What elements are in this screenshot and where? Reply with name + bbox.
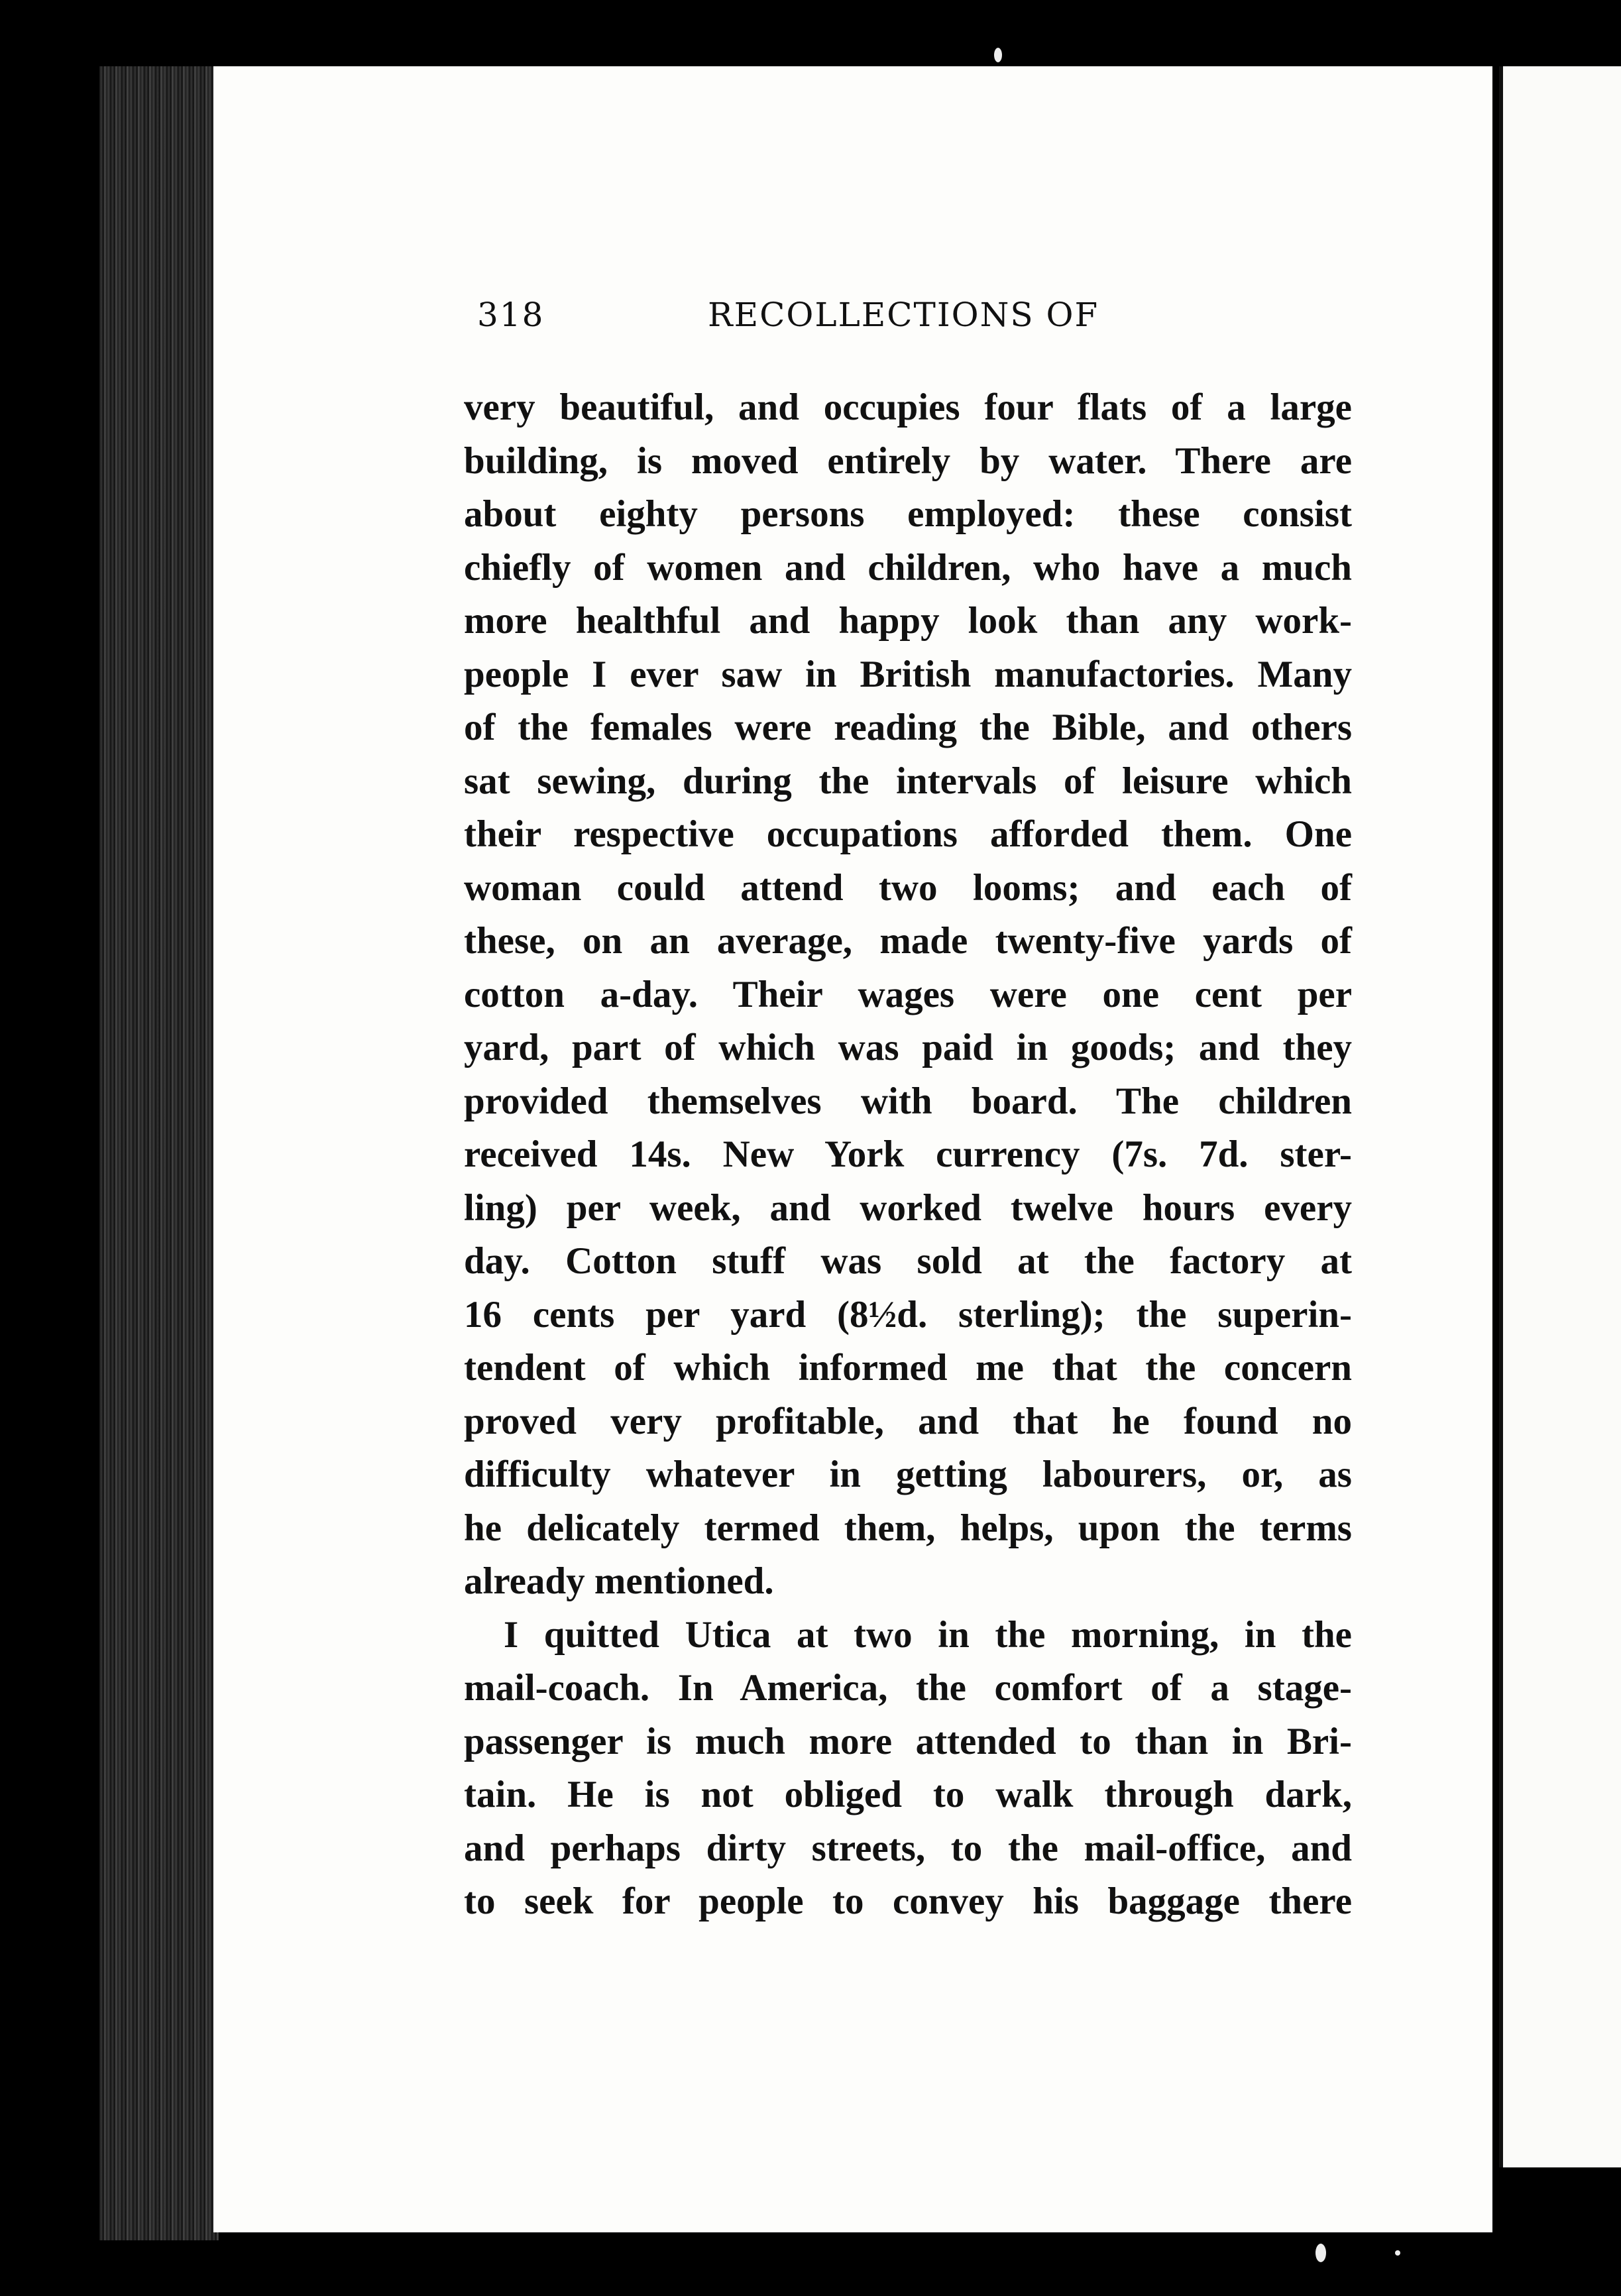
text-line: building, is moved entirely by water. There are (464, 439, 1352, 482)
text-line: ling) per week, and worked twelve hours every (464, 1186, 1352, 1229)
text-line: more healthful and happy look than any work- (464, 600, 1352, 642)
text-line: these, on an average, made twenty-five yards of (464, 920, 1352, 962)
text-line: woman could attend two looms; and each of (464, 866, 1352, 909)
text-line: received 14s. New York currency (7s. 7d. ster- (464, 1133, 1352, 1175)
book-spine-edge (99, 66, 219, 2240)
paragraph (464, 1609, 1352, 1929)
text-line: to seek for people to convey his baggage there (464, 1880, 1352, 1922)
body-text (464, 381, 1352, 1929)
text-line: and perhaps dirty streets, to the mail-office, and (464, 1827, 1352, 1869)
text-line: 16 cents per yard (8½d. sterling); the superin- (464, 1293, 1352, 1336)
text-line: passenger is much more attended to than in Bri- (464, 1720, 1352, 1762)
text-line: their respective occupations afforded them. One (464, 813, 1352, 855)
text-line: mail-coach. In America, the comfort of a stage- (464, 1667, 1352, 1709)
text-line: he delicately termed them, helps, upon the terms (464, 1507, 1352, 1549)
text-line: sat sewing, during the intervals of leisure which (464, 760, 1352, 802)
text-line: provided themselves with board. The children (464, 1080, 1352, 1122)
text-line: already mentioned. (464, 1560, 774, 1602)
text-line: tain. He is not obliged to walk through dark, (464, 1774, 1352, 1815)
text-line: very beautiful, and occupies four flats of a large (464, 386, 1352, 428)
page-number: 318 (477, 296, 545, 334)
text-line: difficulty whatever in getting labourers, or, as (464, 1454, 1352, 1495)
text-line: of the females were reading the Bible, and others (464, 707, 1352, 748)
text-line: about eighty persons employed: these consist (464, 493, 1352, 535)
adjacent-page-edge (1499, 66, 1621, 2167)
text-line: tendent of which informed me that the concern (464, 1347, 1352, 1389)
text-line: I quitted Utica at two in the morning, in the (504, 1613, 1352, 1656)
text-line: day. Cotton stuff was sold at the factory at (464, 1240, 1352, 1282)
text-line: proved very profitable, and that he found no (464, 1400, 1352, 1442)
paragraph (464, 381, 1352, 1609)
text-line: chiefly of women and children, who have a much (464, 546, 1352, 589)
scan-speck (994, 48, 1002, 62)
text-line: cotton a-day. Their wages were one cent per (464, 973, 1352, 1015)
text-line: people I ever saw in British manufactories. Many (464, 653, 1352, 695)
text-line: yard, part of which was paid in goods; and they (464, 1027, 1352, 1068)
scan-speck (1315, 2244, 1326, 2262)
running-title: RECOLLECTIONS OF (708, 296, 1099, 334)
running-header (477, 296, 1372, 349)
scan-speck (1395, 2250, 1400, 2256)
